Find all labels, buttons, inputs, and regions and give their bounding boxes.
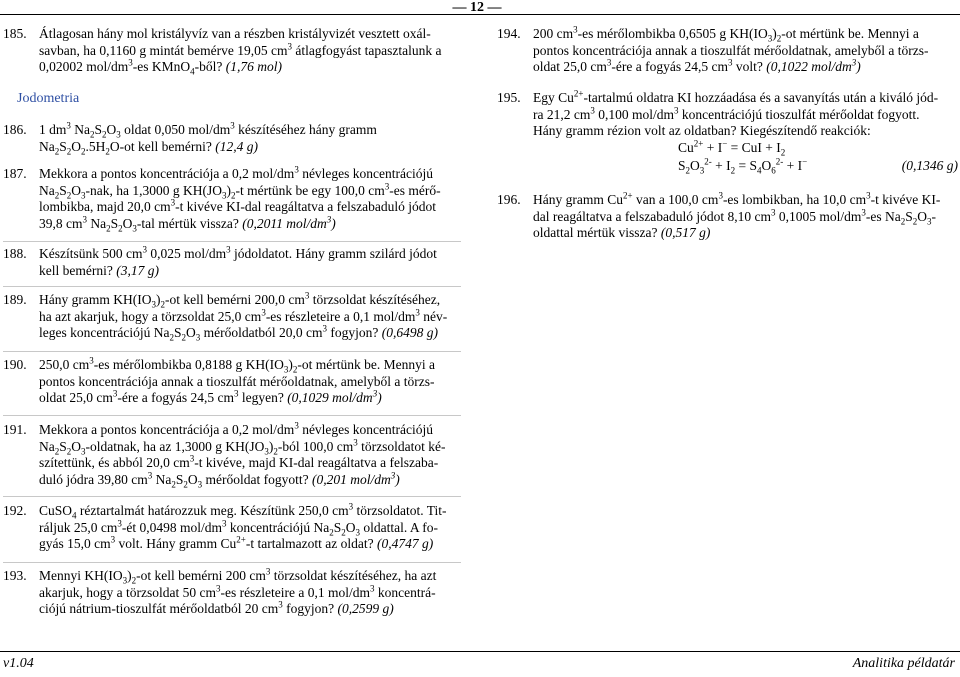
superscript: 3 [370,583,375,593]
problem-text: S [59,438,67,454]
subscript: 3 [116,129,121,140]
problem-text: -es mérő- [389,182,441,198]
problem-text: O [71,138,82,154]
problem-text: duló jódra 39,80 cm [39,471,148,487]
subscript: 2 [102,129,107,140]
problem-text: ) [155,292,161,307]
problem-text: -es mérőlombikba 0,8188 g KH(IO [93,357,284,372]
problem-193 [3,568,461,618]
subscript: 2 [912,216,918,227]
problem-text: Mekkora a pontos koncentrációja a 0,2 mol/dm [39,422,295,437]
superscript: 3 [66,120,71,131]
superscript: 2- [775,156,784,166]
answer-text: ) [395,471,400,487]
problem-text: Átlagosan hány mol kristályvíz van a részben kristályvizét vesztett oxál- [39,26,431,41]
problem-text: Mekkora a pontos koncentrációja a 0,2 mol/dm [39,166,295,181]
divider [3,286,461,287]
reaction-2 [533,158,958,176]
problem-text: Hány gramm rézion volt az oldatban? [533,123,737,138]
problem-text: -ot mértünk be. Mennyi a [781,26,919,41]
superscript: 3 [415,307,420,317]
superscript: 2- [704,156,712,166]
subscript: 4 [190,66,195,77]
problem-text: Készítsünk 500 cm [39,246,143,261]
answer [312,472,400,487]
subscript: 3 [283,364,289,375]
subscript: 3 [355,527,360,538]
superscript: 3 [170,197,176,208]
answer: (0,6498 g) [381,325,438,340]
problem-text: O [106,122,117,137]
problem-text: -es részleteire a 0,1 mol/dm [265,308,416,324]
problem-text: koncentrá- [374,584,436,600]
subscript: 2 [131,575,137,586]
superscript: 3 [110,534,116,545]
subscript: 2 [900,216,906,227]
subscript: 3 [195,332,201,343]
problem-number: 194. [497,26,521,41]
problem-text: ráljuk 25,0 cm [39,519,118,535]
subscript: 2 [54,190,60,201]
reaction-1 [533,140,958,158]
problem-text: Na [39,182,55,198]
problem-text: szítettünk, és abból 20,0 cm [39,455,190,470]
problem-text: -es mérőlombikba 0,6505 g KH(IO [577,26,768,41]
problem-text: S [175,471,184,487]
problem-text: S [59,138,67,154]
subscript: 2 [66,146,72,157]
problem-text: Egy Cu [533,90,574,105]
equation-text: = CuI + I [727,139,781,155]
top-rule [0,14,960,15]
problem-text: 39,8 cm [39,215,83,231]
superscript: 3 [372,388,378,399]
superscript: 3 [128,57,133,68]
answer-text: (0,1029 mol/dm [287,390,373,405]
problem-text: S [59,182,67,198]
problem-text: 0,1005 mol/dm [775,208,862,224]
problem-text: 0,02002 mol/dm [39,59,129,74]
subscript: 2 [106,223,111,234]
superscript: 3 [866,190,871,201]
superscript: 2+ [693,138,704,148]
page-number: — 12 — [452,0,502,15]
answer-text: ) [331,215,336,231]
problem-text: törzsoldatot ké- [357,438,446,454]
problem-195 [497,90,958,176]
superscript: 3 [112,388,118,399]
problem-text: O [71,438,82,454]
subscript: 2 [231,190,236,201]
problem-number: 190. [3,357,27,372]
problem-text: -tartalmú oldatra KI hozzáadása és a savanyítás után a kiváló jód- [583,90,939,105]
subscript: 3 [81,190,86,201]
subscript: 4 [72,510,77,521]
problem-text: -oldatnak, ha az 1,3000 g KH(JO [85,438,265,454]
superscript: 3 [390,470,396,480]
problem-text: S [110,215,119,231]
superscript: 3 [221,518,227,528]
superscript: 3 [294,164,299,175]
subscript: 3 [767,33,773,44]
superscript: 2+ [623,190,633,201]
problem-text: O-ot kell bemérni? [109,138,212,154]
problem-text: 250,0 cm [39,357,90,372]
superscript: 3 [287,41,292,51]
superscript: 3 [147,470,153,480]
problem-text: van a 100,0 cm [632,192,719,207]
problem-text: koncentrációjú tioszulfát mérőoldat fogyott. [678,106,920,122]
problem-text: ra 21,2 cm [533,106,591,122]
problem-text: S [333,519,342,535]
superscript: 3 [771,207,776,217]
problem-text: oldattal mértük vissza? [533,225,658,240]
problem-192 [3,503,461,553]
subscript: 2 [685,165,691,176]
subscript: 2 [90,129,95,140]
problem-text: gyás 15,0 cm [39,536,111,551]
problem-text: lombikba, majd 20,0 cm [39,199,171,214]
problem-text: -tal mértük vissza? [136,215,239,231]
subscript: 2 [66,446,72,457]
problem-text: -t kivéve, majd KI-dal reagáltatva a felszaba- [194,455,439,470]
subscript: 2 [81,146,86,157]
superscript: 3 [384,181,390,191]
superscript: 3 [606,57,612,68]
subscript: 2 [776,33,782,44]
problem-189 [3,292,461,342]
problem-text: Hány gramm Cu [533,192,623,207]
problem-text: volt? [732,59,763,74]
problem-text: fogyjon? [326,325,379,340]
superscript: 3 [718,190,723,201]
subscript: 3 [264,446,269,457]
subscript: 2 [160,299,165,310]
problem-text: O [71,182,82,198]
subscript: 2 [66,190,72,201]
problem-text: 200 cm [533,26,574,41]
superscript: 3 [851,57,857,68]
problem-text: O [185,325,196,340]
problem-text: O [187,471,198,487]
problem-number: 186. [3,122,27,137]
answer: (0,517 g) [660,225,711,240]
subscript: 2 [183,479,188,490]
problem-text: kell bemérni? [39,262,113,278]
problem-text: Na [39,438,55,454]
problem-number: 196. [497,192,521,207]
superscript: 3 [226,244,231,255]
divider [3,241,461,242]
subscript: 2 [273,446,278,457]
problem-text: készítéséhez hány gramm [234,122,377,137]
subscript: 2 [118,223,123,234]
superscript: 3 [322,323,327,334]
problem-text: 0,025 mol/dm [147,246,227,261]
problem-186 [3,122,461,155]
problem-185 [3,26,461,76]
problem-text: -ére a fogyás 24,5 cm [117,390,234,405]
subscript: 3 [81,446,86,457]
problem-text: réztartalmát határozzuk meg. Készítünk 250,0 cm [76,503,349,518]
problem-text: -ére a fogyás 24,5 cm [611,59,728,74]
problem-text: 1 dm [39,122,67,137]
superscript: 3 [142,244,147,255]
problem-text: fogyjon? [282,601,335,616]
problem-text: O [122,215,133,231]
answer: (12,4 g) [215,138,258,154]
problem-188 [3,246,461,279]
superscript: 2+ [573,88,584,99]
superscript: 2+ [236,534,246,545]
problem-number: 192. [3,503,27,518]
subscript: 2 [171,479,176,490]
problem-194 [497,26,958,76]
problem-text: -es részleteire a 0,1 mol/dm [220,584,371,600]
problem-text: koncentrációjú Na [226,519,330,535]
subscript: 2 [54,146,60,157]
problem-text: Na [74,122,91,137]
problem-text: S [905,208,913,224]
problem-text: Na [152,471,172,487]
reaction-equation [678,158,807,175]
answer: (0,1346 g) [901,157,958,173]
equation-text: + I [711,157,731,173]
problem-text: oldat 25,0 cm [39,390,113,405]
problem-text: leges koncentrációjú Na [39,325,170,340]
subscript: 3 [151,299,156,310]
subscript: 2 [169,332,174,343]
answer-text: (0,1022 mol/dm [766,59,852,74]
problem-text: Mennyi KH(IO [39,568,123,583]
problem-text: akarjuk, hogy a törzsoldat 50 cm [39,584,216,600]
superscript: 3 [573,24,578,35]
problem-text: törzsoldatot. Tit- [353,503,447,518]
problem-text: 0,100 mol/dm [594,106,674,122]
subscript: 2 [292,364,298,375]
section-heading: Jodometria [17,91,80,106]
problem-number: 185. [3,26,27,41]
problem-text: .5H [85,138,106,154]
problem-text: O [917,208,928,224]
divider [3,496,461,497]
subscript: 3 [122,575,128,586]
superscript: 3 [348,501,354,512]
subscript: 3 [699,165,705,176]
answer [766,59,861,74]
problem-text: pontos koncentrációja annak a tioszulfát mérőoldatnak, amelyből a törzs- [533,42,929,58]
superscript: 3 [861,207,866,217]
superscript: 3 [117,518,122,528]
problem-text: mérőoldatból 20,0 cm [200,325,323,340]
problem-text: -ból 100,0 cm [277,438,354,454]
problem-text: -nak, ha 1,3000 g KH(JO [85,182,222,198]
subscript: 2 [329,527,334,538]
problem-text: -t tartalmazott az oldat? [245,536,374,551]
problem-text: ha azt akarjuk, hogy a törzsoldat 25,0 cm [39,308,262,324]
superscript: 3 [278,599,283,610]
superscript: 3 [233,388,239,399]
answer: (1,76 mol) [225,59,283,74]
problem-text: ) [268,438,274,454]
superscript: − [802,156,808,166]
equation-text: S [678,157,686,173]
problem-text: -ot kell bemérni 200 cm [136,568,266,583]
problem-text: ) [288,357,293,372]
answer: (0,2599 g) [337,601,394,616]
equation-text: + I [783,157,803,173]
problem-text: név- [419,308,448,324]
superscript: 3 [727,57,733,68]
problem-number: 187. [3,166,27,181]
problem-text: átlagfogyást tapasztalunk a [291,42,442,58]
superscript: 3 [304,290,310,301]
problem-text: O [345,519,356,535]
superscript: 3 [674,105,679,115]
problem-text: jódoldatot. Hány gramm szilárd jódot [230,246,437,261]
answer: (3,17 g) [116,262,159,278]
problem-text: - [931,208,937,224]
problem-text: Kiegészítendő reakciók: [736,123,871,138]
problem-text: névleges koncentrációjú [298,422,434,437]
equation-text: Cu [678,139,694,155]
superscript: 3 [261,307,266,317]
problem-text: oldat 25,0 cm [533,59,607,74]
bottom-rule [0,651,960,652]
problem-text: -es KMnO [132,59,191,74]
problem-text: -es lombikban, ha 10,0 cm [722,192,867,207]
problem-number: 189. [3,292,27,307]
problem-text: CuSO [39,503,73,518]
subscript: 2 [105,146,110,157]
problem-text: legyen? [238,390,284,405]
superscript: 3 [294,420,299,431]
subscript: 4 [757,165,762,176]
problem-text: -t kivéve KI-dal reagáltatva a felszabaduló jódot [175,199,436,214]
answer-text: (0,201 mol/dm [311,471,391,487]
subscript: 2 [341,527,346,538]
problem-text: -es Na [865,208,901,224]
problem-text: oldat 0,050 mol/dm [120,122,231,137]
subscript: 6 [771,165,776,176]
subscript: 2 [780,147,786,158]
subscript: 3 [197,479,203,490]
subscript: 3 [132,223,137,234]
answer-text: ) [377,390,382,405]
problem-text: törzsoldat készítéséhez, [309,292,441,307]
equation-text: O [690,157,700,173]
subscript: 2 [730,165,736,176]
equation-text: O [761,157,772,173]
divider [3,562,461,563]
problem-text: pontos koncentrációja annak a tioszulfát mérőoldatnak, amelyből a törzs- [39,373,435,389]
divider [3,351,461,352]
problem-text: savban, ha 0,1160 g mintát bemérve 19,05 cm [39,42,288,58]
superscript: 3 [590,105,595,115]
problem-text: S [94,122,103,137]
problem-text: S [173,325,182,340]
answer [242,216,336,231]
superscript: 3 [189,453,195,464]
subscript: 2 [181,332,186,343]
subscript: 3 [222,190,227,201]
equation-text: = S [735,157,757,173]
superscript: 3 [326,214,332,224]
problem-text: -t kivéve KI- [870,192,941,207]
footer-title: Analitika példatár [852,656,955,671]
problem-number: 188. [3,246,27,261]
problem-text: ) [226,182,231,198]
answer-text: ) [856,59,861,74]
problem-text: Na [39,138,55,154]
footer-version: v1.04 [3,656,34,671]
problem-text: -ből? [194,59,223,74]
answer-text: (0,2011 mol/dm [242,215,327,231]
superscript: 3 [82,214,87,224]
problem-text: törzsoldat készítéséhez, ha azt [270,568,437,583]
problem-text: -ot kell bemérni 200,0 cm [164,292,305,307]
problem-text: -ot mértünk be. Mennyi a [297,357,435,372]
equation-text: + I [703,139,723,155]
problem-191 [3,422,461,488]
problem-text: ) [772,26,777,41]
problem-text: oldattal. A fo- [359,519,438,535]
problem-187 [3,166,461,232]
problem-text: mérőoldat fogyott? [202,471,309,487]
subscript: 2 [54,446,60,457]
problem-text: ciójú nátrium-tioszulfát mérőoldatból 20 cm [39,601,279,616]
problem-number: 191. [3,422,27,437]
superscript: 3 [89,355,94,366]
problem-text: névleges koncentrációjú [298,166,434,181]
superscript: 3 [230,120,235,131]
superscript: 3 [215,583,221,593]
problem-text: -ét 0,0498 mol/dm [121,519,222,535]
answer [287,390,382,405]
superscript: 3 [265,566,271,577]
superscript: − [722,138,728,148]
problem-text: dal reagáltatva a felszabaduló jódot 8,10 cm [533,208,772,224]
answer: (0,4747 g) [377,536,434,551]
problem-196 [497,192,958,242]
problem-number: 193. [3,568,27,583]
problem-190 [3,357,461,407]
subscript: 3 [927,216,932,227]
problem-text: volt. Hány gramm Cu [115,536,237,551]
superscript: 3 [353,437,358,447]
reaction-equation [678,140,785,157]
problem-text: Hány gramm KH(IO [39,292,152,307]
divider [3,415,461,416]
problem-text: ) [127,568,132,583]
problem-text: -t mértünk be egy 100,0 cm [235,182,385,198]
problem-number: 195. [497,90,521,105]
problem-text: Na [87,215,107,231]
